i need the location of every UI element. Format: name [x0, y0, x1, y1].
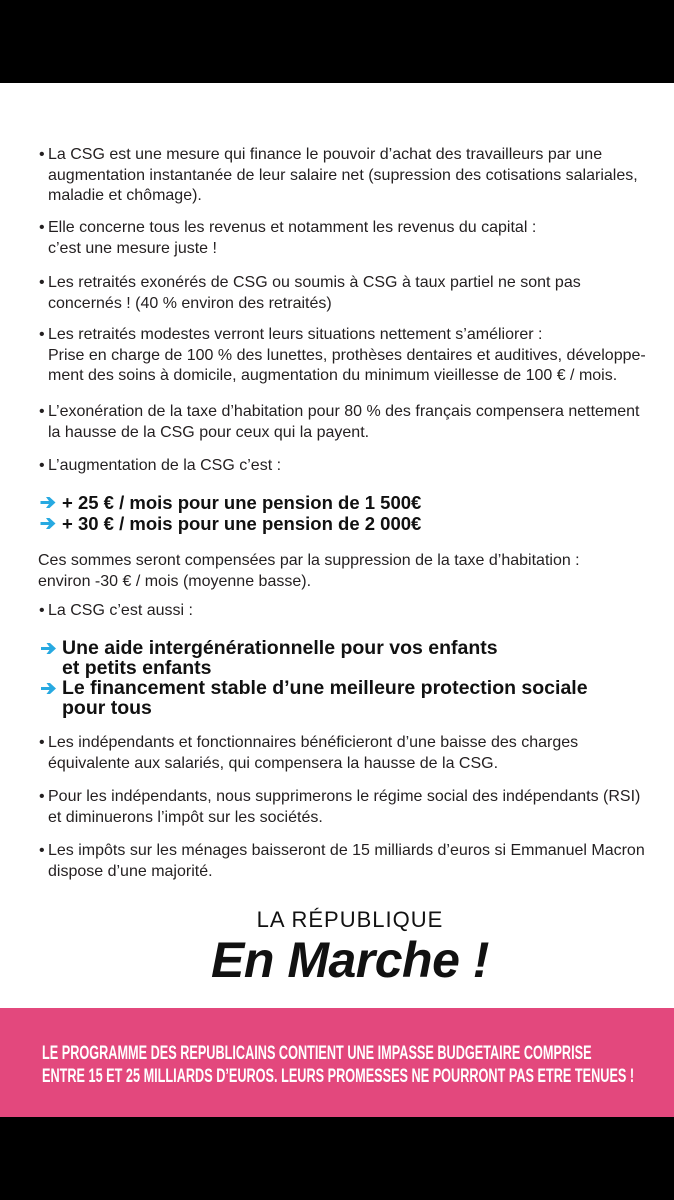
also-item-social-protection: [40, 678, 588, 718]
also-item-line: Une aide intergénérationnelle pour vos enfants: [62, 637, 498, 659]
bullet-icon: [39, 733, 45, 754]
point-line: Pour les indépendants, nous supprimerons le régime social des indépendants (RSI): [48, 788, 641, 805]
point-line: dispose d’une majorité.: [48, 862, 213, 880]
logo-wordmark: En Marche !: [211, 932, 489, 988]
increase-example-2000: [40, 513, 421, 534]
point-line: c’est une mesure juste !: [48, 239, 217, 257]
paragraph-line: Ces sommes seront compensées par la suppression de la taxe d’habitation :: [38, 552, 580, 569]
point-line: Les retraités modestes verront leurs situations nettement s’améliorer :: [48, 326, 543, 343]
banner-line: LE PROGRAMME DES REPUBLICAINS CONTIENT UNE IMPASSE BUDGETAIRE COMPRISE: [42, 1043, 592, 1064]
bullet-icon: [39, 273, 45, 294]
point-line: ment des soins à domicile, augmentation du minimum vieillesse de 100 € / mois.: [48, 367, 618, 384]
point-line: Les impôts sur les ménages baisseront de 15 milliards d’euros si Emmanuel Macron: [48, 842, 645, 859]
logo-subtitle: LA RÉPUBLIQUE: [256, 907, 444, 932]
point-independents-charges: [48, 733, 578, 774]
point-line: Prise en charge de 100 % des lunettes, prothèses dentaires et auditives, développe-: [48, 346, 646, 364]
increase-example-1500: [40, 492, 421, 513]
point-increase-intro: [48, 456, 281, 477]
point-line: La CSG est une mesure qui finance le pouvoir d’achat des travailleurs par une: [48, 146, 603, 163]
increase-example-text: + 25 € / mois pour une pension de 1 500€: [62, 492, 422, 513]
point-housing-tax: [48, 402, 640, 443]
bullet-icon: [39, 601, 45, 622]
point-line: Les retraités exonérés de CSG ou soumis à CSG à taux partiel ne sont pas: [48, 274, 581, 291]
top-black-bar: [0, 0, 674, 83]
point-csg-measure: [48, 145, 638, 207]
banner-line: ENTRE 15 ET 25 MILLIARDS D’EUROS. LEURS PROMESSES NE POURRONT PAS ETRE TENUES !: [42, 1066, 635, 1087]
point-line: équivalente aux salariés, qui compensera la hausse de la CSG.: [48, 754, 499, 772]
point-all-income: [48, 218, 536, 259]
bullet-icon: [39, 325, 45, 346]
bullet-icon: [39, 402, 45, 423]
bullet-icon: [39, 456, 45, 477]
arrow-right-icon: [40, 517, 56, 530]
point-line: augmentation instantanée de leur salaire net (supression des cotisations salariales,: [48, 166, 638, 184]
point-household-taxes: [48, 841, 645, 882]
also-item-line: Le financement stable d’une meilleure protection sociale: [62, 677, 588, 699]
point-line: concernés ! (40 % environ des retraités): [48, 294, 332, 312]
also-item-intergenerational: [40, 638, 498, 678]
also-item-line: et petits enfants: [62, 657, 212, 679]
bullet-icon: [39, 841, 45, 862]
point-line: maladie et chômage).: [48, 187, 202, 204]
arrow-right-icon: [40, 682, 57, 695]
arrow-right-icon: [40, 642, 57, 655]
point-line: la hausse de la CSG pour ceux qui la payent.: [48, 423, 370, 441]
bullet-icon: [39, 145, 45, 166]
point-line: Elle concerne tous les revenus et notamment les revenus du capital :: [48, 219, 537, 236]
increase-example-text: + 30 € / mois pour une pension de 2 000€: [62, 513, 422, 534]
point-line: Les indépendants et fonctionnaires bénéficieront d’une baisse des charges: [48, 734, 579, 751]
bullet-icon: [39, 787, 45, 808]
point-modest-retirees: [48, 325, 646, 387]
bullet-icon: [39, 218, 45, 239]
point-line: La CSG c’est aussi :: [48, 602, 193, 619]
compensation-paragraph: [38, 551, 580, 592]
point-also-intro: [48, 601, 193, 622]
bottom-black-bar: [0, 1117, 674, 1200]
point-line: L’exonération de la taxe d’habitation pour 80 % des français compensera nettement: [48, 403, 640, 420]
arrow-right-icon: [40, 496, 56, 509]
point-line: L’augmentation de la CSG c’est :: [48, 457, 282, 474]
point-exempt-retirees: [48, 273, 581, 314]
point-rsi: [48, 787, 640, 828]
point-line: et diminuerons l’impôt sur les sociétés.: [48, 808, 323, 826]
paragraph-line: environ -30 € / mois (moyenne basse).: [38, 572, 312, 590]
also-item-line: pour tous: [62, 697, 152, 719]
warning-banner: [0, 1008, 674, 1117]
